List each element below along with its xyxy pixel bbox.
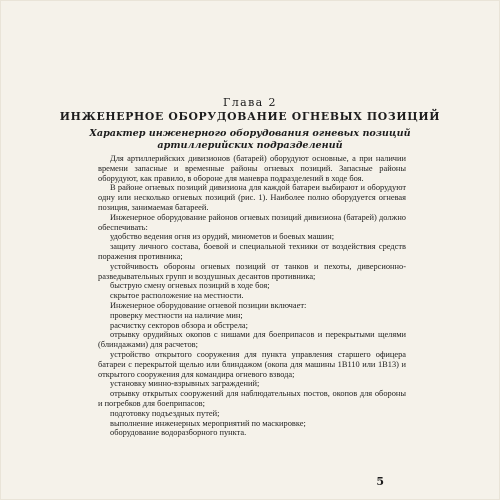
- chapter-title: ИНЖЕНЕРНОЕ ОБОРУДОВАНИЕ ОГНЕВЫХ ПОЗИЦИЙ: [59, 110, 441, 123]
- list-item: защиту личного состава, боевой и специальной техники от воздействия средств поражения противника;: [98, 242, 406, 261]
- paragraph: Инженерное оборудование огневой позиции включает:: [110, 300, 307, 310]
- list-item: выполнение инженерных мероприятий по маскировке;: [110, 418, 306, 428]
- list-item: удобство ведения огня из орудий, минометов и боевых машин;: [110, 232, 335, 242]
- list-item: отрывку открытых сооружений для наблюдательных постов, окопов для обороны и погребков для боеприпасов;: [98, 389, 406, 408]
- list-item: быструю смену огневых позиций в ходе боя;: [110, 281, 270, 291]
- list-item: устройство открытого сооружения для пункта управления старшего офицера батареи с перекрытой щелью или блиндажом (окопа для машины 1В110 или 1В13) и открытого сооружения для командира огневого взвода;: [98, 349, 406, 379]
- section-heading-line-1: Характер инженерного оборудования огневых позиций: [89, 128, 411, 139]
- chapter-label: Глава 2: [223, 96, 277, 109]
- list-item: оборудование водоразборного пункта.: [110, 428, 247, 438]
- list-item: подготовку подъездных путей;: [110, 408, 220, 418]
- list-item: расчистку секторов обзора и обстрела;: [110, 320, 248, 330]
- paragraph: Для артиллерийских дивизионов (батарей) оборудуют основные, а при наличии времени запасные и временные районы огневых позиций. Запасные районы оборудуют, как правило, в обороне для маневра подразделений в ходе боя.: [98, 154, 406, 183]
- page-number: 5: [376, 475, 384, 488]
- list-item: устойчивость обороны огневых позиций от танков и пехоты, диверсионно-разведывательных групп и воздушных десантов противника;: [98, 261, 406, 281]
- list-item: проверку местности на наличие мин;: [110, 310, 243, 320]
- body-text: [98, 154, 406, 438]
- paragraph: Инженерное оборудование районов огневых позиций дивизиона (батарей) должно обеспечивать:: [98, 212, 406, 232]
- list-item: скрытое расположение на местности.: [110, 291, 244, 301]
- section-heading-line-2: артиллерийских подразделений: [157, 140, 343, 151]
- paragraph: В районе огневых позиций дивизиона для каждой батареи выбирают и оборудуют одну или несколько огневых позиций (рис. 1). Наиболее полно оборудуется огневая позиция, занимаемая батареей.: [98, 183, 406, 212]
- list-item: отрывку орудийных окопов с нишами для боеприпасов и перекрытыми щелями (блиндажами) для расчетов;: [98, 330, 406, 350]
- section-heading: [0, 128, 500, 152]
- list-item: установку минно-взрывных заграждений;: [110, 379, 260, 389]
